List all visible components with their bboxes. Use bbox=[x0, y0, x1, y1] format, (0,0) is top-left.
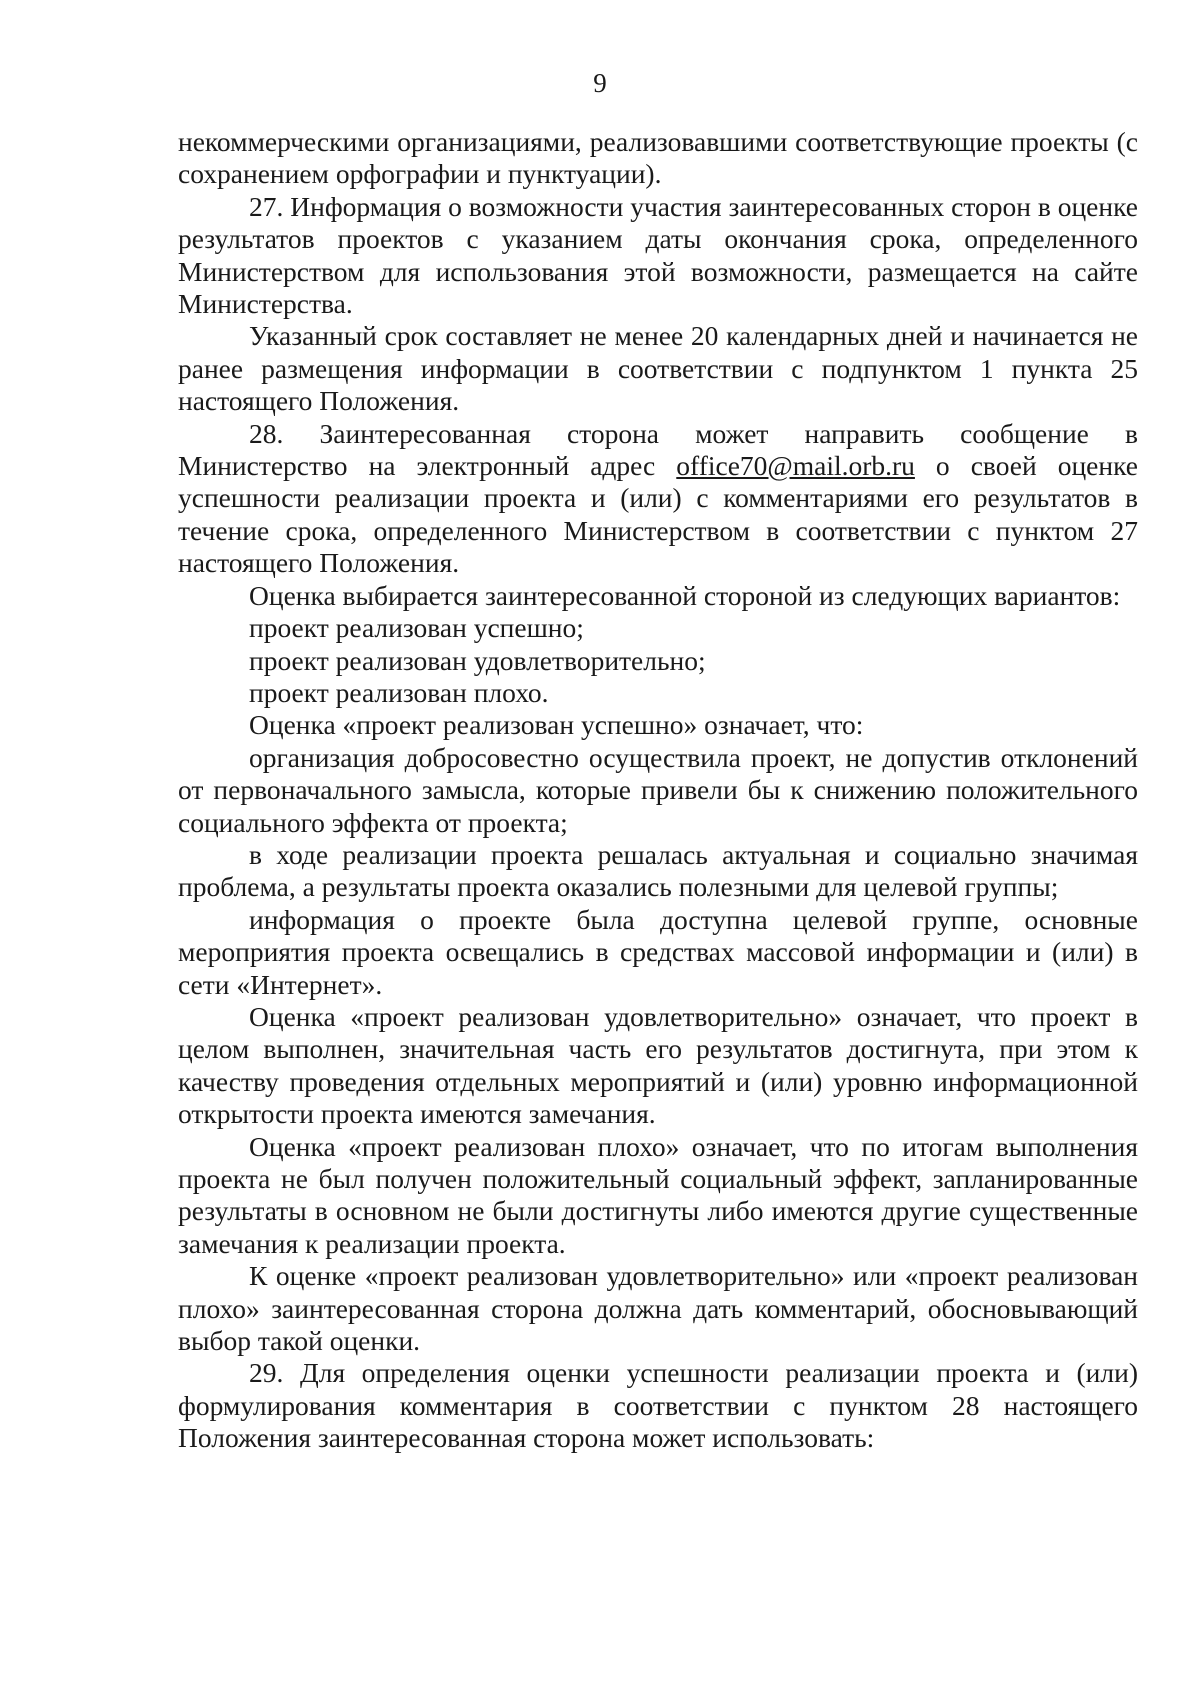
paragraph-comment-requirement: К оценке «проект реализован удовлетворительно» или «проект реализован плохо» заинтересованная сторона должна дать комментарий, обосновывающий выбор такой оценки. bbox=[178, 1260, 1138, 1357]
paragraph-rating-options-intro: Оценка выбирается заинтересованной стороной из следующих вариантов: bbox=[249, 579, 1121, 611]
paragraph-success-criterion-1: организация добросовестно осуществила проект, не допустив отклонений от первоначального замысла, которые привели бы к снижению положительного социального эффекта от проекта; bbox=[178, 741, 1138, 838]
paragraph-satisfactory-definition: Оценка «проект реализован удовлетворительно» означает, что проект в целом выполнен, значительная часть его результатов достигнута, при этом к качеству проведения отдельных мероприятий и (или) уровню информационной открытости проекта имеются замечания. bbox=[178, 1000, 1138, 1130]
paragraph-item-29: 29. Для определения оценки успешности реализации проекта и (или) формулирования комментария в соответствии с пунктом 28 настоящего Положения заинтересованная сторона может использовать: bbox=[178, 1357, 1138, 1454]
paragraph-item-27: 27. Информация о возможности участия заинтересованных сторон в оценке результатов проектов с указанием даты окончания срока, определенного Министерством для использования этой возможности, размещается на сайте Министерства. bbox=[178, 190, 1138, 320]
paragraph-success-definition: Оценка «проект реализован успешно» означает, что: bbox=[249, 709, 864, 741]
email-link[interactable]: office70@mail.orb.ru bbox=[676, 450, 915, 482]
paragraph-deadline: Указанный срок составляет не менее 20 календарных дней и начинается не ранее размещения информации в соответствии с подпунктом 1 пункта 25 настоящего Положения. bbox=[178, 320, 1138, 417]
document-body bbox=[178, 126, 1138, 1455]
rating-option-satisfactory: проект реализован удовлетворительно; bbox=[249, 644, 706, 676]
paragraph-item-28 bbox=[178, 418, 1138, 580]
rating-option-success: проект реализован успешно; bbox=[249, 612, 584, 644]
paragraph-success-criterion-2: в ходе реализации проекта решалась актуальная и социально значимая проблема, а результаты проекта оказались полезными для целевой группы; bbox=[178, 838, 1138, 903]
paragraph-success-criterion-3: информация о проекте была доступна целевой группе, основные мероприятия проекта освещались в средствах массовой информации и (или) в сети «Интернет». bbox=[178, 903, 1138, 1000]
paragraph-item-28-text-end: о своей оценке успешности реализации проекта и (или) с комментариями его результатов в течение срока, определенного Министерством в соответствии с пунктом 27 настоящего Положения. bbox=[178, 450, 1138, 579]
paragraph-item-28-text-start: 28. Заинтересованная сторона может направить сообщение в Министерство на электронный адрес bbox=[178, 417, 1138, 482]
page-number: 9 bbox=[593, 68, 607, 98]
paragraph-poor-definition: Оценка «проект реализован плохо» означает, что по итогам выполнения проекта не был получен положительный социальный эффект, запланированные результаты в основном не были достигнуты либо имеются другие существенные замечания к реализации проекта. bbox=[178, 1130, 1138, 1259]
rating-option-poor: проект реализован плохо. bbox=[249, 676, 549, 708]
paragraph-continuation: некоммерческими организациями, реализовавшими соответствующие проекты (с сохранением орфографии и пунктуации). bbox=[178, 126, 1138, 190]
